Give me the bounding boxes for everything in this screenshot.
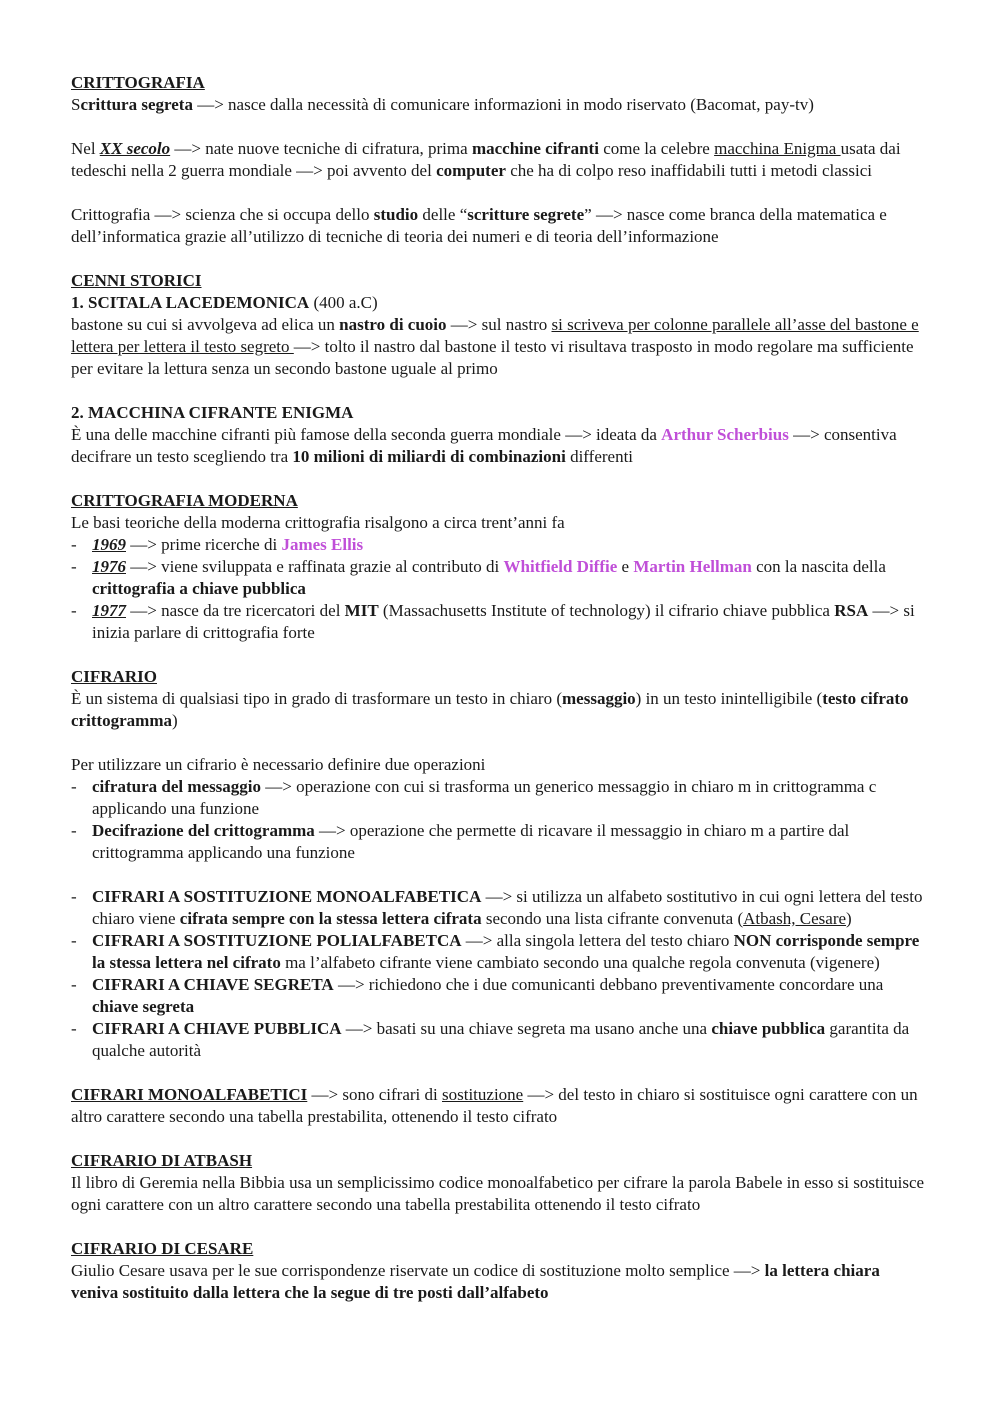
list-item-1976 <box>71 556 931 600</box>
text-run: che ha di colpo reso inaffidabili tutti i metodi classici <box>505 161 872 180</box>
text-run: con la nascita della <box>751 557 886 576</box>
year-label: 1977 <box>92 601 126 620</box>
heading-crittografia: CRITTOGRAFIA <box>71 73 205 92</box>
text-run: —> consentiva decifrare un testo scegliendo tra <box>71 425 897 466</box>
paragraph-moderna-intro: Le basi teoriche della moderna crittografia risalgono a circa trent’anni fa <box>71 513 565 532</box>
list-item-1977 <box>71 600 931 644</box>
list-dash: - <box>71 601 77 620</box>
list-item-polialfabetica <box>71 930 931 974</box>
bold-italic-underlined-text: XX secolo <box>99 139 171 158</box>
bold-text: 10 milioni di miliardi di combinazioni <box>292 447 566 466</box>
list-dash: - <box>71 931 77 950</box>
text-run: —> sono cifrari di <box>307 1085 442 1104</box>
list-dash: - <box>71 777 77 796</box>
bold-text: 1. SCITALA LACEDEMONICA <box>71 293 310 312</box>
text-run: come la celebre <box>598 139 715 158</box>
bold-text: CIFRARI A CHIAVE SEGRETA <box>92 975 334 994</box>
heading-crittografia-moderna: CRITTOGRAFIA MODERNA <box>71 491 298 510</box>
list-dash: - <box>71 887 77 906</box>
text-run: —> alla singola lettera del testo chiaro <box>461 931 734 950</box>
text-run: (Massachusetts Institute of technology) il cifrario chiave pubblica <box>378 601 835 620</box>
bold-text: 2. MACCHINA CIFRANTE ENIGMA <box>71 403 354 422</box>
text-run: Nel <box>71 139 100 158</box>
text-run: —> tolto il nastro dal bastone il testo vi risultava trasposto in modo regolare ma sufficiente per evitare la lettura senza un secondo bastone uguale al primo <box>71 337 914 378</box>
bold-text: cifratura del messaggio <box>92 777 262 796</box>
bold-text: chiave segreta <box>92 997 195 1016</box>
bold-text: MIT <box>344 601 379 620</box>
inline-heading: CIFRARI MONOALFABETICI <box>71 1085 308 1104</box>
text-run: ” —> nasce come branca della matematica e dell’informatica grazie all’utilizzo di tecniche di teoria dei numeri e di teoria dell’informazione <box>71 205 887 246</box>
list-item-1969 <box>71 534 931 556</box>
underlined-text: sostituzione <box>442 1085 524 1104</box>
text-run: È un sistema di qualsiasi tipo in grado di trasformare un testo in chiaro ( <box>71 689 562 708</box>
heading-cifrario: CIFRARIO <box>71 667 157 686</box>
text-run: —> nate nuove tecniche di cifratura, prima <box>170 139 472 158</box>
text-run: —> operazione che permette di ricavare il messaggio in chiaro m a partire dal crittogramma applicando una funzione <box>92 821 850 862</box>
paragraph-scrittura-segreta <box>71 94 931 116</box>
heading-cifrario-atbash: CIFRARIO DI ATBASH <box>71 1151 253 1170</box>
text-run: Giulio Cesare usava per le sue corrispondenze riservate un codice di sostituzione molto semplice —> <box>71 1261 765 1280</box>
bold-text: macchine cifranti <box>471 139 599 158</box>
bold-text: NON corrisponde sempre la stessa lettera nel cifrato <box>92 931 920 972</box>
highlighted-name: James Ellis <box>281 535 364 554</box>
list-item-cifratura <box>71 776 931 820</box>
text-run: usata dai tedeschi nella 2 guerra mondiale —> poi avvento del <box>71 139 901 180</box>
subheading-enigma <box>71 402 931 424</box>
text-run: bastone su cui si avvolgeva ad elica un <box>71 315 340 334</box>
paragraph-scitala <box>71 314 931 380</box>
text-run: ) <box>846 909 852 928</box>
text-run: secondo una lista cifrante convenuta ( <box>481 909 744 928</box>
paragraph-enigma <box>71 424 931 468</box>
paragraph-cesare <box>71 1260 931 1304</box>
highlighted-name: Martin Hellman <box>633 557 752 576</box>
heading-cenni-storici: CENNI STORICI <box>71 271 202 290</box>
list-item-decifrazione <box>71 820 931 864</box>
bold-text: computer <box>436 161 506 180</box>
paragraph-cifrari-monoalfabetici <box>71 1084 931 1128</box>
bold-text: RSA <box>834 601 869 620</box>
paragraph-cifrario <box>71 688 931 732</box>
bold-text: la lettera chiara veniva sostituito dalla lettera che la segue di tre posti dall’alfabeto <box>71 1261 880 1302</box>
bold-text: testo cifrato crittogramma <box>71 689 909 730</box>
text-run: —> del testo in chiaro si sostituisce ogni carattere con un altro carattere secondo una tabella prestabilita, ottenendo il testo cifrato <box>71 1085 918 1126</box>
bold-text: scritture segrete <box>467 205 585 224</box>
text-run: —> nasce dalla necessità di comunicare informazioni in modo riservato (Bacomat, pay-tv) <box>192 95 814 114</box>
text-run: garantita da qualche autorità <box>92 1019 910 1060</box>
list-item-monoalfabetica <box>71 886 931 930</box>
underlined-text: Atbash, Cesare <box>743 909 847 928</box>
text-run: ma l’alfabeto cifrante viene cambiato secondo una qualche regola convenuta (vigenere) <box>280 953 880 972</box>
bold-text: messaggio <box>562 689 636 708</box>
text-run: Crittografia —> scienza che si occupa dello <box>71 205 374 224</box>
paragraph-operazioni-intro: Per utilizzare un cifrario è necessario definire due operazioni <box>71 755 486 774</box>
text-run: —> si utilizza un alfabeto sostitutivo in cui ogni lettera del testo chiaro viene <box>92 887 923 928</box>
paragraph-atbash: Il libro di Geremia nella Bibbia usa un semplicissimo codice monoalfabetico per cifrare la parola Babele in esso si sostituisce ogni carattere con un altro carattere secondo una tabella prestabilita ottenendo il testo cifrato <box>71 1173 925 1214</box>
bold-text: crittura segreta <box>80 95 193 114</box>
text-run: —> richiedono che i due comunicanti debbano preventivamente concordare una <box>333 975 884 994</box>
list-dash: - <box>71 1019 77 1038</box>
text-run: ) in un testo inintelligibile ( <box>635 689 823 708</box>
text-run: (400 a.C) <box>309 293 378 312</box>
underlined-text: si scriveva per colonne parallele all’asse del bastone e lettera per lettera il testo segreto <box>71 315 919 356</box>
bold-text: CIFRARI A SOSTITUZIONE POLIALFABETCA <box>92 931 462 950</box>
bold-text: CIFRARI A SOSTITUZIONE MONOALFABETICA <box>92 887 482 906</box>
text-run: —> prime ricerche di <box>126 535 282 554</box>
underlined-text: macchina Enigma <box>714 139 841 158</box>
text-run: e <box>617 557 634 576</box>
list-item-chiave-segreta <box>71 974 931 1018</box>
paragraph-xx-secolo <box>71 138 931 182</box>
highlighted-name: Arthur Scherbius <box>661 425 789 444</box>
list-item-chiave-pubblica <box>71 1018 931 1062</box>
bold-text: nastro di cuoio <box>339 315 447 334</box>
text-run: —> sul nastro <box>446 315 552 334</box>
text-run: ) <box>172 711 178 730</box>
bold-text: CIFRARI A CHIAVE PUBBLICA <box>92 1019 342 1038</box>
bold-text: crittografia a chiave pubblica <box>92 579 306 598</box>
highlighted-name: Whitfield Diffie <box>503 557 618 576</box>
bold-text: studio <box>373 205 419 224</box>
text-run: È una delle macchine cifranti più famose della seconda guerra mondiale —> ideata da <box>71 425 662 444</box>
subheading-scitala <box>71 292 931 314</box>
text-run: —> si inizia parlare di crittografia forte <box>92 601 915 642</box>
year-label: 1969 <box>92 535 126 554</box>
text-run: differenti <box>565 447 634 466</box>
text-run: —> nasce da tre ricercatori del <box>126 601 345 620</box>
paragraph-crittografia-scienza <box>71 204 931 248</box>
bold-text: chiave pubblica <box>711 1019 826 1038</box>
text-run: delle “ <box>418 205 468 224</box>
text-run: —> viene sviluppata e raffinata grazie al contributo di <box>126 557 504 576</box>
bold-text: cifrata sempre con la stessa lettera cifrata <box>179 909 482 928</box>
list-dash: - <box>71 975 77 994</box>
list-dash: - <box>71 535 77 554</box>
bold-text: Decifrazione del crittogramma <box>92 821 315 840</box>
list-dash: - <box>71 557 77 576</box>
heading-cifrario-cesare: CIFRARIO DI CESARE <box>71 1239 254 1258</box>
list-dash: - <box>71 821 77 840</box>
document-content <box>71 72 931 1304</box>
year-label: 1976 <box>92 557 126 576</box>
text-run: —> basati su una chiave segreta ma usano anche una <box>341 1019 712 1038</box>
text-run: S <box>71 95 81 114</box>
text-run: —> operazione con cui si trasforma un generico messaggio in chiaro m in crittogramma c applicando una funzione <box>92 777 877 818</box>
